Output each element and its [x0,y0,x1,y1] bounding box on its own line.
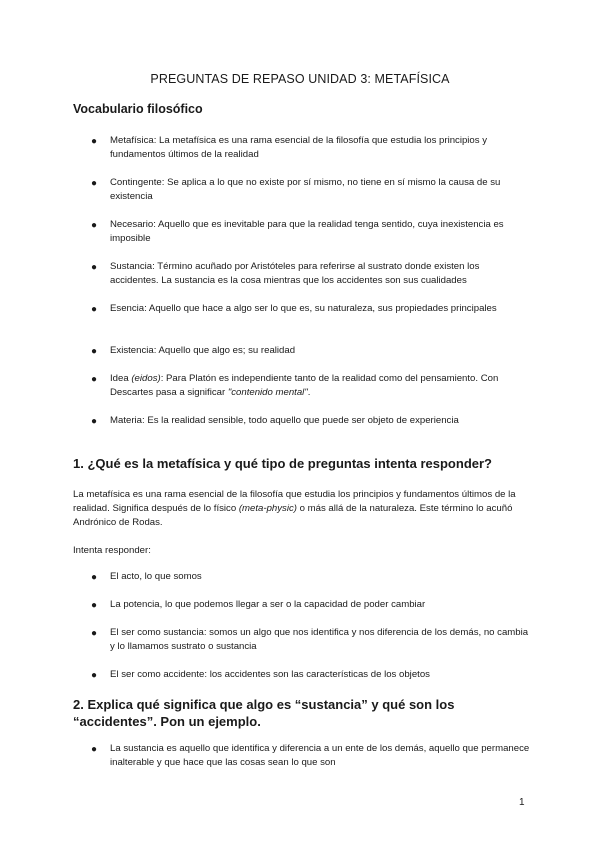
vocab-item-sustancia: Sustancia: Término acuñado por Aristóteles para referirse al sustrato donde existen los accidentes. La sustancia es la cosa mientras que los accidentes son sus cualidades [110,261,480,286]
question-2-heading-line-2: “accidentes”. Pon un ejemplo. [73,714,261,729]
bullet-icon: ● [91,346,98,357]
vocab-item-necesario: Necesario: Aquello que es inevitable para que la realidad tenga sentido, cuya inexistencia es imposible [110,219,504,244]
vocab-heading: Vocabulario filosófico [73,102,203,116]
document-title: PREGUNTAS DE REPASO UNIDAD 3: METAFÍSICA [150,72,450,86]
vocab-item-existencia: Existencia: Aquello que algo es; su realidad [110,345,296,356]
bullet-icon: ● [91,670,98,681]
bullet-icon: ● [91,262,98,273]
question-2-heading-line-1: 2. Explica qué significa que algo es “sustancia” y qué son los [73,697,455,712]
list-item: La potencia, lo que podemos llegar a ser o la capacidad de poder cambiar [110,599,426,610]
bullet-icon: ● [91,600,98,611]
question-1-intro: Intenta responder: [73,545,151,556]
list-item: El acto, lo que somos [110,571,202,582]
list-item: La sustancia es aquello que identifica y diferencia a un ente de los demás, aquello que permanece inalterable y que hace que las cosas sean lo que son [110,743,530,768]
vocab-item-materia: Materia: Es la realidad sensible, todo aquello que puede ser objeto de experiencia [110,415,459,426]
vocab-item-metafisica: Metafísica: La metafísica es una rama esencial de la filosofía que estudia los principios y fundamentos últimos de la realidad [110,135,488,160]
vocab-item-idea: Idea (eidos): Para Platón es independiente tanto de la realidad como del pensamiento. Con Descartes pasa a significar "contenido mental". [110,373,499,398]
bullet-icon: ● [91,628,98,639]
bullet-icon: ● [91,304,98,315]
bullet-icon: ● [91,744,98,755]
bullet-icon: ● [91,220,98,231]
vocab-item-contingente: Contingente: Se aplica a lo que no existe por sí mismo, no tiene en sí mismo la causa de su existencia [110,177,501,202]
vocab-item-esencia: Esencia: Aquello que hace a algo ser lo que es, su naturaleza, sus propiedades principales [110,303,497,314]
list-item: El ser como sustancia: somos un algo que nos identifica y nos diferencia de los demás, no cambia y lo llamamos sustrato o sustancia [110,627,529,652]
bullet-icon: ● [91,416,98,427]
question-1-answer: La metafísica es una rama esencial de la filosofía que estudia los principios y fundamentos últimos de la realidad. Significa después de lo físico (meta-physic) o más allá de la naturaleza. Este término lo acuñó Andrónico de Rodas. [73,489,516,528]
question-1-heading: 1. ¿Qué es la metafísica y qué tipo de preguntas intenta responder? [73,456,492,471]
page-number: 1 [519,797,525,808]
bullet-icon: ● [91,572,98,583]
bullet-icon: ● [91,136,98,147]
list-item: El ser como accidente: los accidentes son las características de los objetos [110,669,430,680]
bullet-icon: ● [91,374,98,385]
bullet-icon: ● [91,178,98,189]
